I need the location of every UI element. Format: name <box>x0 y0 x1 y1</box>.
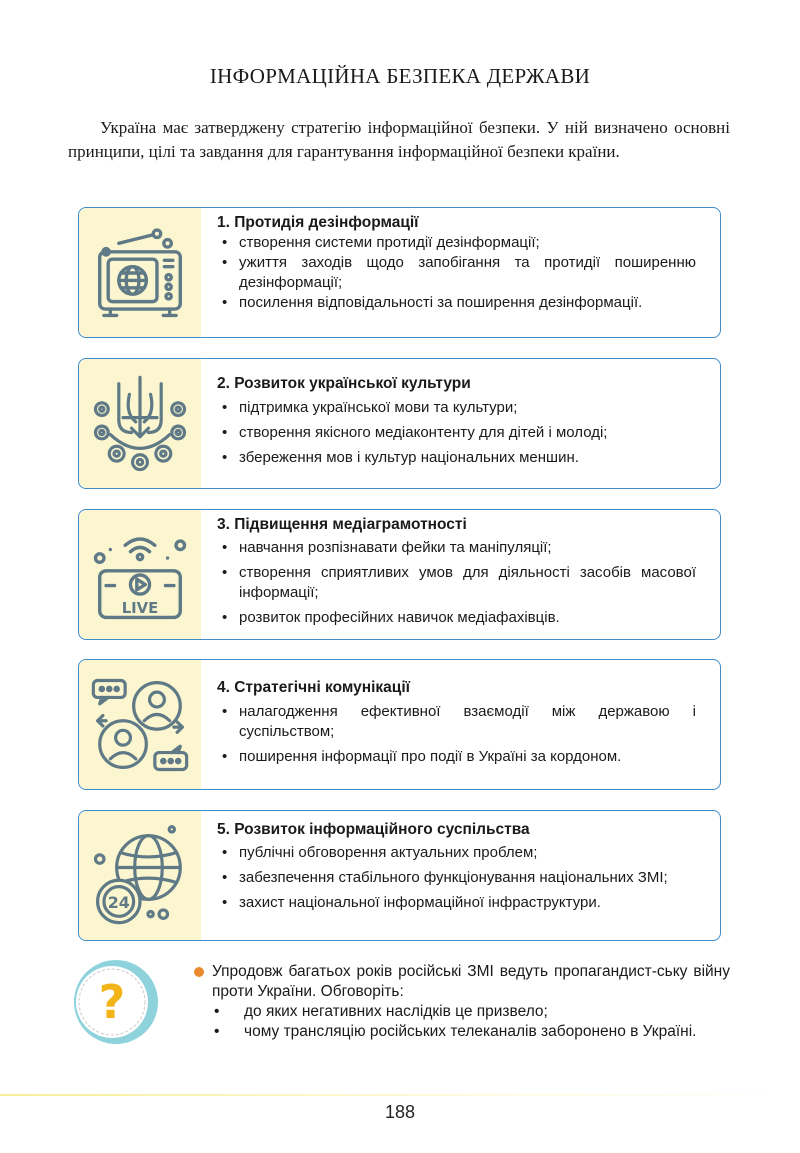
communication-people-icon <box>87 672 193 778</box>
intro-paragraph: Україна має затверджену стратегію інформаційної безпеки. У ній визначено основні принципи, цілі та завдання для гарантування інформаційної безпеки країни. <box>68 118 730 161</box>
list-item: • збереження мов і культур національних меншин. <box>217 448 696 468</box>
list-item: • захист національної інформаційної інфраструктури. <box>217 893 696 913</box>
page-title: ІНФОРМАЦІЙНА БЕЗПЕКА ДЕРЖАВИ <box>209 64 591 88</box>
section-card-culture <box>78 358 721 489</box>
list-item: • забезпечення стабільного функціонування національних ЗМІ; <box>217 868 696 888</box>
section-card-media-literacy <box>78 509 721 640</box>
section-card-disinformation <box>78 207 721 338</box>
globe-24-icon <box>87 823 193 929</box>
trident-wreath-icon <box>87 371 193 477</box>
list-item: • до яких негативних наслідків це призвело; <box>212 1002 730 1022</box>
section-icon-box <box>79 811 201 940</box>
list-item: • ужиття заходів щодо запобігання та протидії поширенню дезінформації; <box>217 253 696 293</box>
list-item: • розвиток професійних навичок медіафахівців. <box>217 608 696 628</box>
section-heading: 1. Протидія дезінформації <box>217 214 419 231</box>
footer-divider <box>0 1094 800 1096</box>
section-list <box>217 702 696 767</box>
tv-globe-icon <box>87 220 193 326</box>
list-item: • чому трансляцію російських телеканалів заборонено в Україні. <box>212 1022 730 1042</box>
section-icon-box <box>79 359 201 488</box>
section-heading: 4. Стратегічні комунікації <box>217 679 410 696</box>
section-icon-box <box>79 208 201 337</box>
list-item: • створення системи протидії дезінформації; <box>217 233 696 253</box>
section-heading: 3. Підвищення медіаграмотності <box>217 516 467 533</box>
question-mark-glyph: ? <box>98 975 126 1029</box>
24-label: 24 <box>107 892 130 912</box>
section-heading: 5. Розвиток інформаційного суспільства <box>217 821 530 838</box>
question-text: Упродовж багатьох років російські ЗМІ ведуть пропагандист-ську війну проти України. Обговоріть: <box>212 963 730 1000</box>
section-icon-box <box>79 660 201 789</box>
list-item: • підтримка української мови та культури; <box>217 398 696 418</box>
discussion-question <box>190 962 730 1042</box>
list-item: • навчання розпізнавати фейки та маніпуляції; <box>217 538 696 558</box>
section-list <box>217 398 696 468</box>
list-item: • поширення інформації про події в Україні за кордоном. <box>217 747 696 767</box>
section-card-strategic-communications <box>78 659 721 790</box>
question-mark-icon <box>72 958 160 1046</box>
section-card-information-society <box>78 810 721 941</box>
list-item: • посилення відповідальності за поширення дезінформації. <box>217 293 696 313</box>
live-stream-icon <box>87 522 193 628</box>
list-item: • налагодження ефективної взаємодії між державою і суспільством; <box>217 702 696 742</box>
section-list <box>217 843 696 913</box>
list-item: • створення якісного медіаконтенту для дітей і молоді; <box>217 423 696 443</box>
orange-bullet-icon <box>194 967 204 977</box>
live-label: LIVE <box>121 600 159 618</box>
page-number: 188 <box>384 1102 416 1122</box>
section-heading: 2. Розвиток української культури <box>217 375 471 392</box>
list-item: • публічні обговорення актуальних проблем; <box>217 843 696 863</box>
section-icon-box <box>79 510 201 639</box>
list-item: • створення сприятливих умов для діяльності засобів масової інформації; <box>217 563 696 603</box>
section-list <box>217 233 696 313</box>
section-list <box>217 538 696 628</box>
question-list <box>190 1002 730 1042</box>
